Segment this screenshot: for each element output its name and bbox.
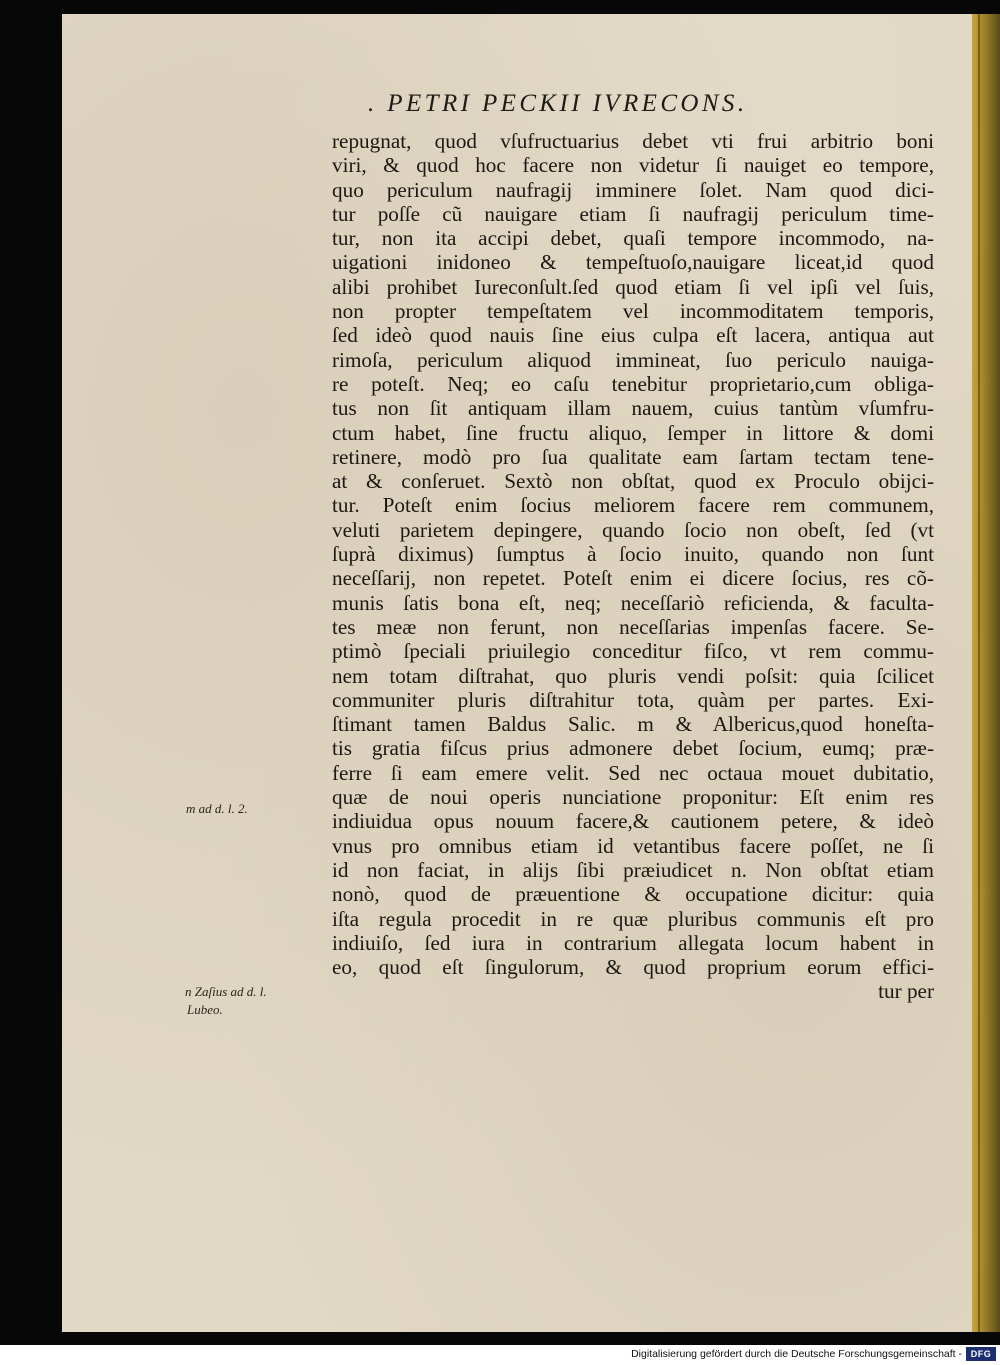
running-head: . PETRI PECKII IVRECONS. — [368, 90, 748, 117]
text-line: eo, quod eſt ſingulorum, & quod proprium eorum effici- — [332, 955, 934, 980]
text-line: munis ſatis bona eſt, neq; neceſſariò reficienda, & faculta- — [332, 590, 934, 615]
text-line: nem totam diſtrahat, quo pluris vendi poſsit: quia ſcilicet — [332, 663, 934, 688]
footer-funding-text: Digitalisierung gefördert durch die Deutsche Forschungsgemeinschaft - — [631, 1348, 962, 1360]
text-line: indiuidua opus nouum facere,& cautionem petere, & ideò — [332, 809, 934, 834]
text-line: tes meæ non ferunt, non neceſſarias impenſas facere. Se- — [332, 614, 934, 639]
text-line: neceſſarij, non repetet. Poteſt enim ei dicere ſocius, res cõ- — [332, 566, 934, 591]
text-line: ſtimant tamen Baldus Salic. m & Albericus,quod honeſta- — [332, 712, 934, 737]
text-line: non propter tempeſtatem vel incommoditatem temporis, — [332, 299, 934, 324]
text-line: tus non ſit antiquam illam nauem, cuius tantùm vſumfru- — [332, 396, 934, 421]
marginal-note-n-line2: Lubeo. — [187, 1002, 223, 1017]
text-line: ſuprà diximus) ſumptus à ſocio inuito, quando non ſunt — [332, 542, 934, 567]
digitization-footer — [0, 1345, 1000, 1365]
text-line: communiter pluris diſtrahitur tota, quàm per partes. Exi- — [332, 687, 934, 712]
text-line: rimoſa, periculum aliquod immineat, ſuo periculo nauiga- — [332, 347, 934, 372]
text-line: indiuiſo, ſed iura in contrarium allegata locum habent in — [332, 930, 934, 955]
text-line: tis gratia fiſcus prius admonere debet ſocium, eumq; præ- — [332, 736, 934, 761]
text-line: tur poſſe cũ nauigare etiam ſi naufragij periculum time- — [332, 201, 934, 226]
text-line: quo periculum naufragij imminere ſolet. Nam quod dici- — [332, 177, 934, 202]
marginal-note-m-text: m ad d. l. 2. — [186, 801, 248, 816]
text-line: ferre ſi eam emere velit. Sed nec octaua mouet dubitatio, — [332, 760, 934, 785]
dfg-logo: DFG — [966, 1347, 996, 1361]
text-line: viri, & quod hoc facere non videtur ſi nauiget eo tempore, — [332, 153, 934, 178]
text-line: nonò, quod de præuentione & occupatione dicitur: quia — [332, 882, 934, 907]
text-line: at & conſeruet. Sextò non obſtat, quod ex Proculo obijci- — [332, 469, 934, 494]
text-line: vnus pro omnibus etiam id vetantibus facere poſſet, ne ſi — [332, 833, 934, 858]
text-line: quæ de noui operis nunciatione proponitur: Eſt enim res — [332, 785, 934, 810]
marginal-note-m — [186, 800, 248, 818]
page-edge-fore-edge — [972, 14, 1000, 1332]
text-line: repugnat, quod vſufructuarius debet vti frui arbitrio boni — [332, 129, 934, 153]
text-line: tur, non ita accipi debet, quaſi tempore incommodo, na- — [332, 226, 934, 251]
text-line: alibi prohibet Iureconſult.ſed quod etiam ſi vel ipſi vel ſuis, — [332, 274, 934, 299]
body-text — [332, 129, 934, 1004]
text-line: ctum habet, ſine fructu aliquo, ſemper in littore & domi — [332, 420, 934, 445]
text-line: tur. Poteſt enim ſocius meliorem facere rem communem, — [332, 493, 934, 518]
text-line: retinere, modò pro ſua qualitate eam ſartam tectam tene- — [332, 444, 934, 469]
text-line: uigationi inidoneo & tempeſtuoſo,nauigare liceat,id quod — [332, 250, 934, 275]
marginal-note-n-line1: n Zaſius ad d. l. — [185, 984, 267, 999]
marginal-note-n — [185, 983, 267, 1019]
text-line: ptimò ſpeciali priuilegio conceditur fiſco, vt rem commu- — [332, 639, 934, 664]
text-line: re poteſt. Neq; eo caſu tenebitur proprietario,cum obliga- — [332, 371, 934, 396]
text-line: tur per — [878, 979, 934, 1004]
text-line: iſta regula procedit in re quæ pluribus communis eſt pro — [332, 906, 934, 931]
text-line: ſed ideò quod nauis ſine eius culpa eſt lacera, antiqua aut — [332, 323, 934, 348]
text-line: id non faciat, in alijs ſibi præiudicet n. Non obſtat etiam — [332, 857, 934, 882]
text-line: veluti parietem depingere, quando ſocio non obeſt, ſed (vt — [332, 517, 934, 542]
